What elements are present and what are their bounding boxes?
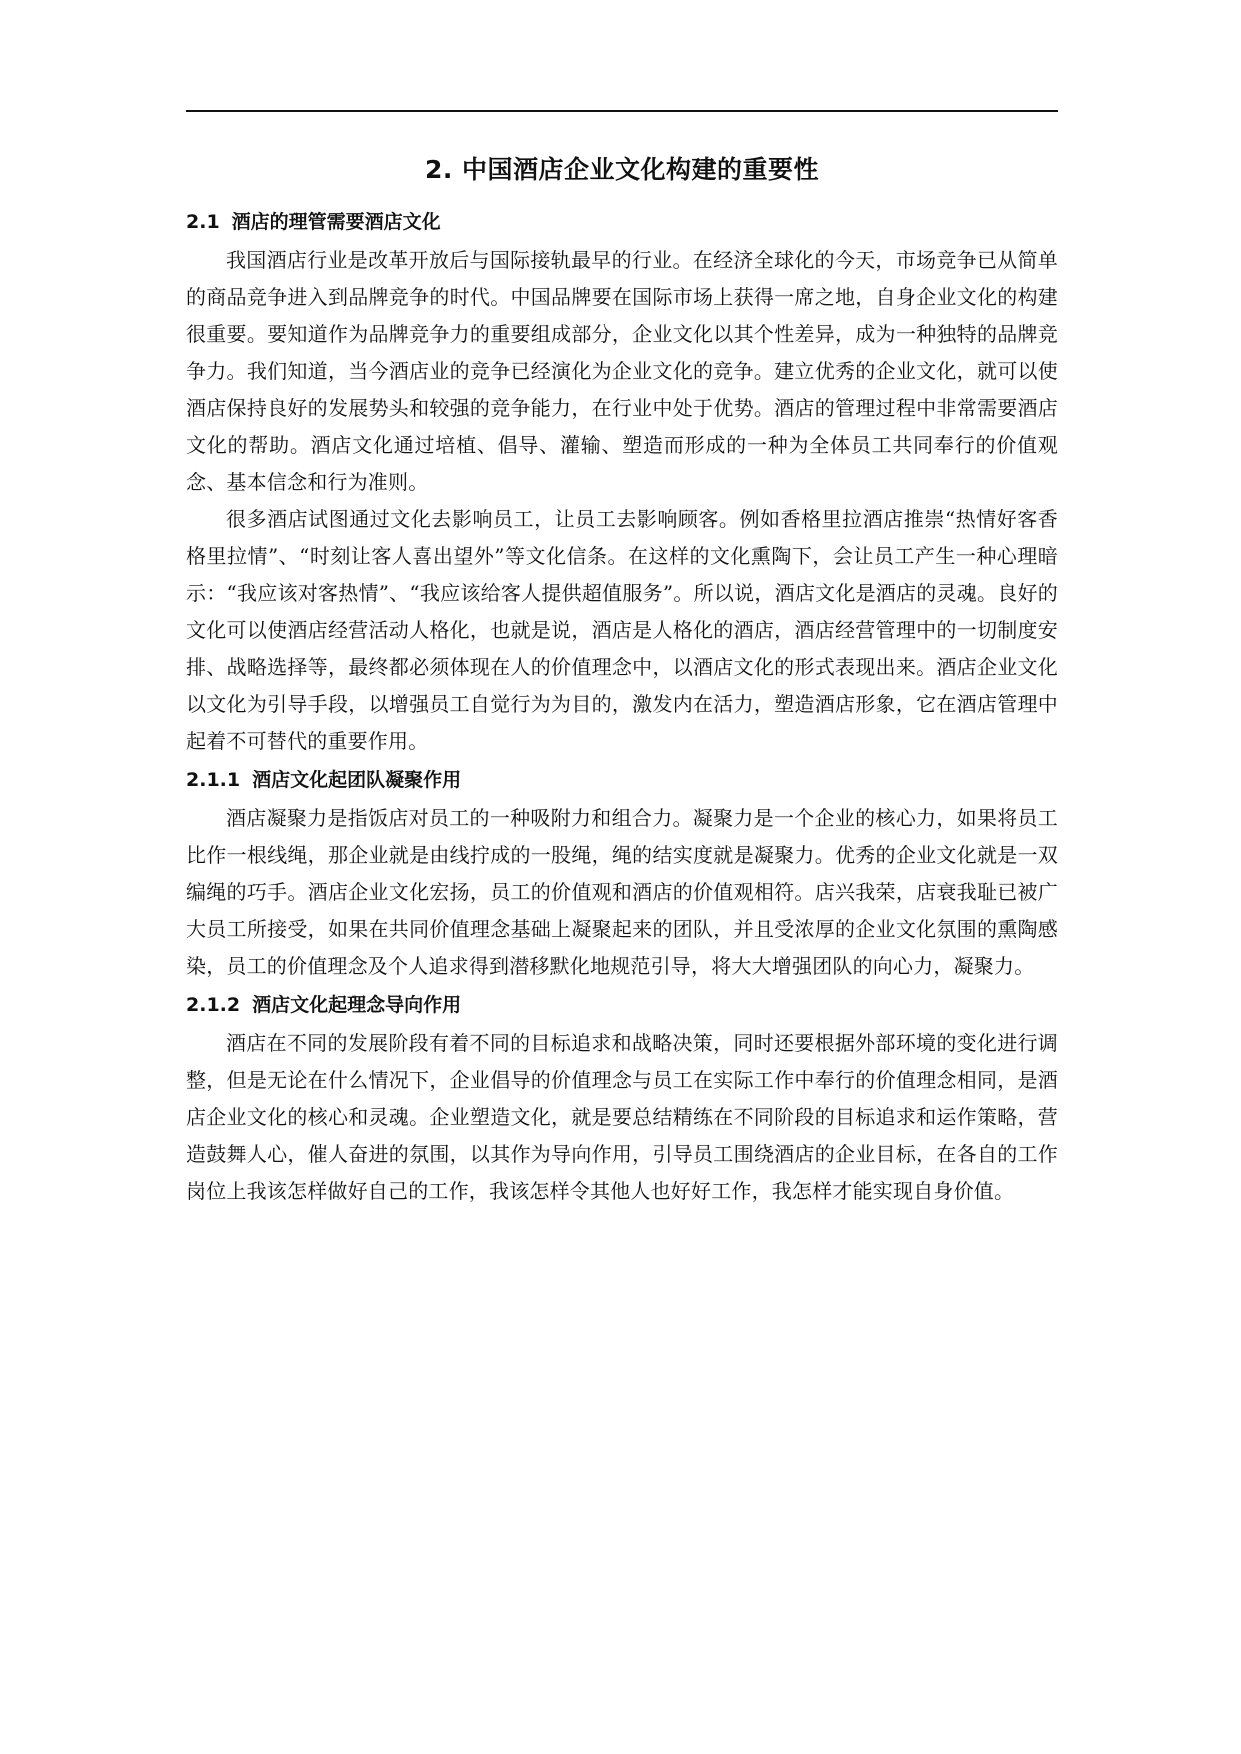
section-heading-2-1	[186, 202, 1058, 242]
section-number: 2.1.1	[186, 769, 241, 791]
header-rule	[186, 110, 1058, 112]
section-number: 2.1.2	[186, 994, 241, 1016]
section-title: 酒店的理管需要酒店文化	[231, 211, 441, 233]
section-title: 酒店文化起理念导向作用	[252, 994, 462, 1016]
document-page	[186, 0, 1058, 1754]
section-heading-2-1-1	[186, 760, 1058, 800]
paragraph: 很多酒店试图通过文化去影响员工，让员工去影响顾客。例如香格里拉酒店推崇“热情好客香格里拉情”、“时刻让客人喜出望外”等文化信条。在这样的文化熏陶下，会让员工产生一种心理暗示：“我应该对客热情”、“我应该给客人提供超值服务”。所以说，酒店文化是酒店的灵魂。良好的文化可以使酒店经营活动人格化，也就是说，酒店是人格化的酒店，酒店经营管理中的一切制度安排、战略选择等，最终都必须体现在人的价值理念中，以酒店文化的形式表现出来。酒店企业文化以文化为引导手段，以增强员工自觉行为为目的，激发内在活力，塑造酒店形象，它在酒店管理中起着不可替代的重要作用。	[186, 507, 1058, 753]
section-heading-2-1-2	[186, 985, 1058, 1025]
section-title: 酒店文化起团队凝聚作用	[252, 769, 462, 791]
paragraph: 酒店凝聚力是指饭店对员工的一种吸附力和组合力。凝聚力是一个企业的核心力，如果将员工比作一根线绳，那企业就是由线拧成的一股绳，绳的结实度就是凝聚力。优秀的企业文化就是一双编绳的巧手。酒店企业文化宏扬，员工的价值观和酒店的价值观相符。店兴我荣，店衰我耻已被广大员工所接受，如果在共同价值理念基础上凝聚起来的团队，并且受浓厚的企业文化氛围的熏陶感染，员工的价值理念及个人追求得到潜移默化地规范引导，将大大增强团队的向心力，凝聚力。	[186, 806, 1058, 978]
paragraph: 酒店在不同的发展阶段有着不同的目标追求和战略决策，同时还要根据外部环境的变化进行调整，但是无论在什么情况下，企业倡导的价值理念与员工在实际工作中奉行的价值理念相同，是酒店企业文化的核心和灵魂。企业塑造文化，就是要总结精练在不同阶段的目标追求和运作策略，营造鼓舞人心，催人奋进的氛围，以其作为导向作用，引导员工围绕酒店的企业目标，在各自的工作岗位上我该怎样做好自己的工作，我该怎样令其他人也好好工作，我怎样才能实现自身价值。	[186, 1031, 1058, 1203]
chapter-title: 2. 中国酒店企业文化构建的重要性	[424, 155, 820, 184]
paragraph: 我国酒店行业是改革开放后与国际接轨最早的行业。在经济全球化的今天，市场竞争已从简单的商品竞争进入到品牌竞争的时代。中国品牌要在国际市场上获得一席之地，自身企业文化的构建很重要。要知道作为品牌竞争力的重要组成部分，企业文化以其个性差异，成为一种独特的品牌竞争力。我们知道，当今酒店业的竞争已经演化为企业文化的竞争。建立优秀的企业文化，就可以使酒店保持良好的发展势头和较强的竞争能力，在行业中处于优势。酒店的管理过程中非常需要酒店文化的帮助。酒店文化通过培植、倡导、灌输、塑造而形成的一种为全体员工共同奉行的价值观念、基本信念和行为准则。	[186, 248, 1058, 494]
page-content	[186, 148, 1058, 1210]
section-number: 2.1	[186, 211, 220, 233]
